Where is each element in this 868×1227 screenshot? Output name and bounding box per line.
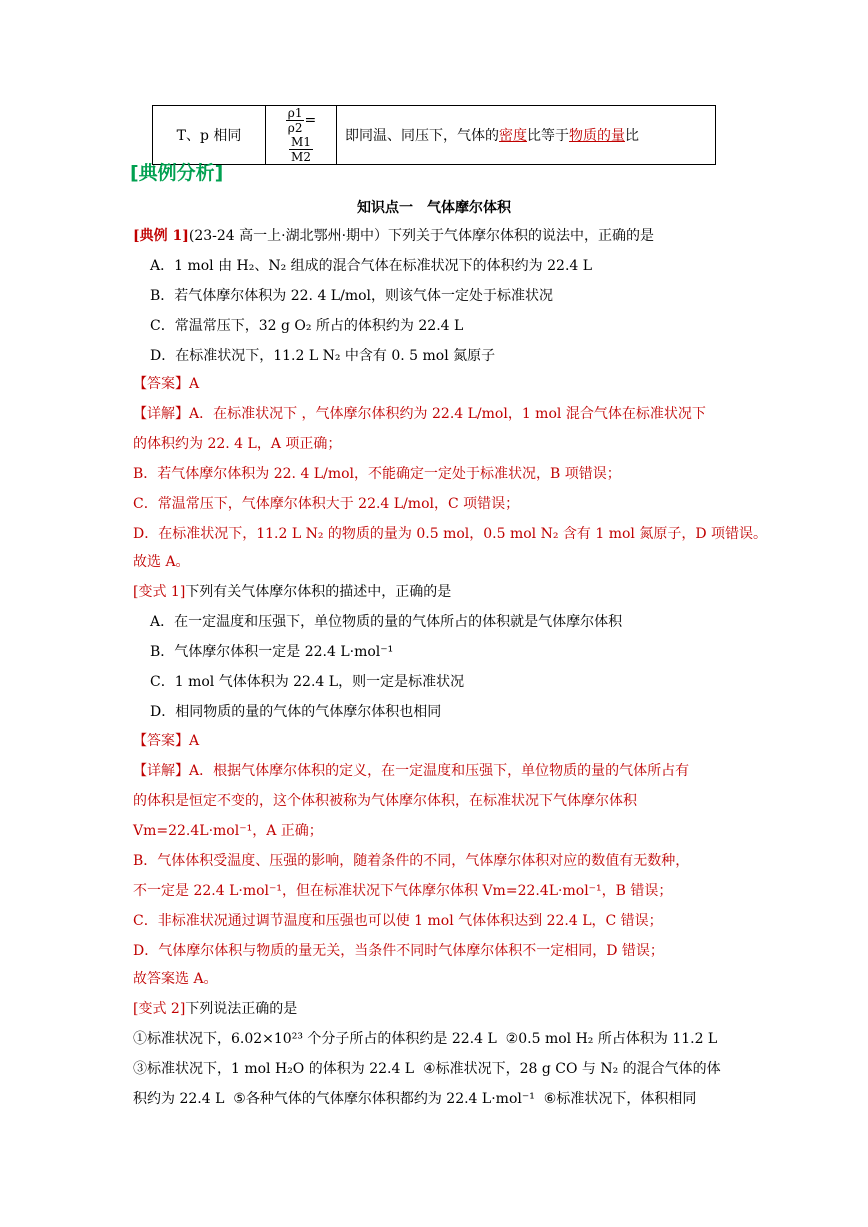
variant1-explanation-3: Vm=22.4L·mol⁻¹，A 正确； [133,823,323,839]
statement-3: 标准状况下，1 mol H₂O 的体积为 22.4 L [147,1061,415,1077]
desc-c: 比等于 [527,128,569,144]
example1-question [133,226,654,246]
statement-4-marker: ④ [423,1061,436,1077]
condition-cell: T、p 相同 [153,106,266,165]
statement-4: 标准状况下，28 g CO 与 N₂ 的混合气体的体 [435,1061,721,1077]
statement-5-marker: ⑤ [233,1091,246,1107]
knowledge-point-title: 知识点一 气体摩尔体积 [357,200,511,216]
example1-explanation-2: 的体积约为 22. 4 L，A 项正确； [133,436,342,452]
m2: M2 [291,150,311,164]
variant1-explanation-2: 的体积是恒定不变的，这个体积被称为气体摩尔体积，在标准状况下气体摩尔体积 [133,793,637,809]
statement-1-marker: ① [133,1031,147,1047]
desc-a: 即同温、同压下，气体的 [345,128,499,144]
variant2-line-1 [133,1029,717,1049]
rho2: ρ2 [287,121,303,135]
variant1-explanation-8: 故答案选 A。 [133,971,218,987]
variant1-explanation-7: D．气体摩尔体积与物质的量无关，当条件不同时气体摩尔体积不一定相同，D 错误； [133,943,664,959]
statement-1: 标准状况下，6.02×10²³ 个分子所占的体积约是 22.4 L [147,1031,497,1047]
example1-option-d: D．在标准状况下，11.2 L N₂ 中含有 0. 5 mol 氮原子 [150,348,496,364]
variant2-tag: [变式 2] [133,1001,186,1017]
example1-tag: [典例 1] [133,228,189,244]
variant1-option-a: A．在一定温度和压强下，单位物质的量的气体所占的体积就是气体摩尔体积 [150,614,623,630]
variant1-option-b: B．气体摩尔体积一定是 22.4 L·mol⁻¹ [150,644,394,660]
example1-source: (23-24 高一上·湖北鄂州·期中）下列关于气体摩尔体积的说法中，正确的是 [188,228,655,244]
mass-fraction [289,135,313,164]
example1-explanation-1: 【详解】A．在标准状况下 ，气体摩尔体积约为 22.4 L/mol，1 mol 混合气体在标准状况下 [133,406,706,422]
variant1-explanation-4: B．气体体积受温度、压强的影响，随着条件的不同，气体摩尔体积对应的数值有无数种， [133,853,690,869]
variant1-option-c: C．1 mol 气体体积为 22.4 L，则一定是标准状况 [150,674,465,690]
density-fraction [286,106,305,135]
variant1-tag: [变式 1] [133,584,186,600]
variant1-question [133,582,451,602]
variant1-option-d: D．相同物质的量的气体的气体摩尔体积也相同 [150,704,442,720]
example1-explanation-4: C．常温常压下，气体摩尔体积大于 22.4 L/mol，C 项错误； [133,496,520,512]
description-cell [337,106,716,165]
example1-explanation-5: D．在标准状况下，11.2 L N₂ 的物质的量为 0.5 mol，0.5 mol N₂ 含有 1 mol 氮原子，D 项错误。 [133,526,768,542]
variant1-explanation-1: 【详解】A．根据气体摩尔体积的定义，在一定温度和压强下，单位物质的量的气体所占有 [133,763,690,779]
statement-4-cont: 积约为 22.4 L [133,1091,225,1107]
summary-table [152,105,716,165]
example1-explanation-6: 故选 A。 [133,554,190,570]
variant2-question-text: 下列说法正确的是 [185,1001,298,1017]
statement-2: 0.5 mol H₂ 所占体积为 11.2 L [518,1031,718,1047]
statement-5: 各种气体的气体摩尔体积都约为 22.4 L·mol⁻¹ [245,1091,535,1107]
variant2-line-2 [133,1059,721,1079]
variant1-question-text: 下列有关气体摩尔体积的描述中，正确的是 [185,584,452,600]
variant1-explanation-5: 不一定是 22.4 L·mol⁻¹，但在标准状况下气体摩尔体积 Vm=22.4L·mol⁻¹，B 错误； [133,883,673,899]
m1: M1 [291,135,311,149]
statement-3-marker: ③ [133,1061,147,1077]
rho1: ρ1 [287,106,303,120]
section-title: [典例分析] [130,162,224,184]
example1-option-a: A．1 mol 由 H₂、N₂ 组成的混合气体在标准状况下的体积约为 22.4 L [150,258,593,274]
desc-e: 比 [625,128,639,144]
equals-sign: = [304,112,317,129]
example1-answer: 【答案】A [133,376,200,392]
statement-6: 标准状况下，体积相同 [556,1091,697,1107]
formula-cell [266,106,337,165]
variant1-answer: 【答案】A [133,733,200,749]
desc-density: 密度 [499,128,527,144]
table-row [153,106,716,165]
variant2-question [133,999,297,1019]
example1-explanation-3: B．若气体摩尔体积为 22. 4 L/mol，不能确定一定处于标准状况，B 项错误； [133,466,621,482]
statement-6-marker: ⑥ [543,1091,557,1107]
example1-option-b: B．若气体摩尔体积为 22. 4 L/mol，则该气体一定处于标准状况 [150,288,554,304]
statement-2-marker: ② [505,1031,519,1047]
variant1-explanation-6: C．非标准状况通过调节温度和压强也可以使 1 mol 气体体积达到 22.4 L，C 错误； [133,913,663,929]
desc-amount: 物质的量 [569,128,625,144]
example1-option-c: C．常温常压下，32 g O₂ 所占的体积约为 22.4 L [150,318,464,334]
variant2-line-3 [133,1089,696,1109]
